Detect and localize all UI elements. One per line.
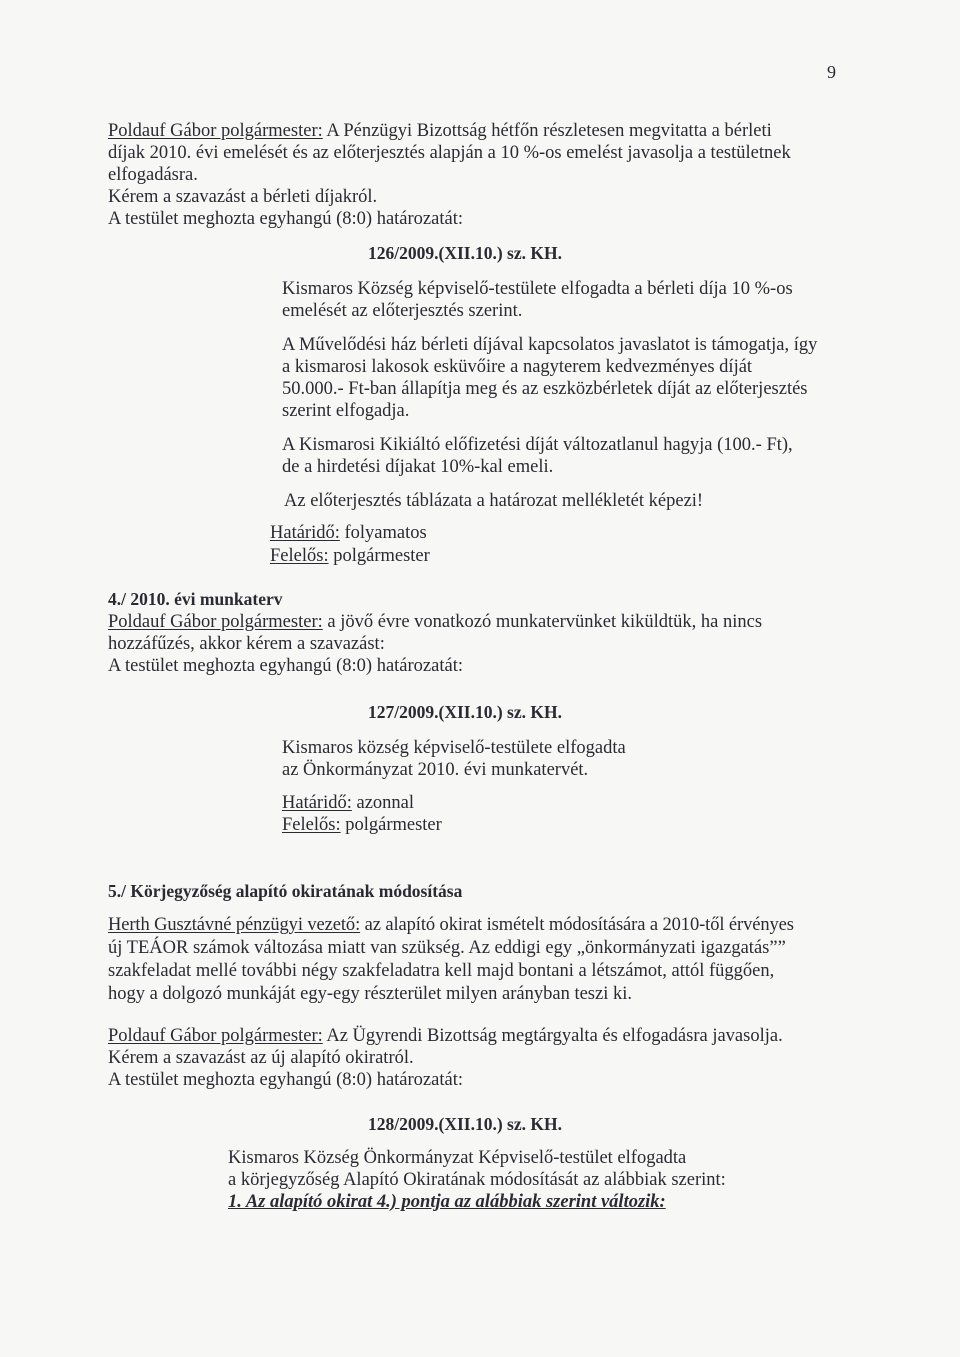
section-line: hogy a dolgozó munkáját egy-egy részterület milyen arányban teszi ki. <box>108 984 632 1004</box>
vote-request: Kérem a szavazást az új alapító okiratról. <box>108 1048 414 1068</box>
speaker-name: Herth Gusztávné pénzügyi vezető: <box>108 915 361 935</box>
resolution-text-line: emelését az előterjesztés szerint. <box>282 301 523 321</box>
deadline: Határidő: folyamatos <box>270 523 427 543</box>
vote-result: A testület meghozta egyhangú (8:0) határozatát: <box>108 656 463 676</box>
resolution-text-line: Az előterjesztés táblázata a határozat mellékletét képezi! <box>284 491 704 511</box>
vote-result: A testület meghozta egyhangú (8:0) határozatát: <box>108 209 463 229</box>
resolution-number: 126/2009.(XII.10.) sz. KH. <box>368 243 562 263</box>
speaker-name: Poldauf Gábor polgármester: <box>108 612 323 632</box>
speaker-name: Poldauf Gábor polgármester: <box>108 121 323 141</box>
section-line: szakfeladat mellé további négy szakfeladatra kell majd bontani a létszámot, attól függően, <box>108 961 775 981</box>
responsible: Felelős: polgármester <box>282 815 442 835</box>
responsible: Felelős: polgármester <box>270 546 430 566</box>
section-heading: 5./ Körjegyzőség alapító okiratának módosítása <box>108 881 463 901</box>
intro-line-1: Poldauf Gábor polgármester: A Pénzügyi Bizottság hétfőn részletesen megvitatta a bérleti <box>108 121 772 141</box>
vote-request: Kérem a szavazást a bérleti díjakról. <box>108 187 378 207</box>
section-line: Poldauf Gábor polgármester: Az Ügyrendi Bizottság megtárgyalta és elfogadásra javasolja. <box>108 1026 783 1046</box>
resolution-text-line: a körjegyzőség Alapító Okiratának módosítását az alábbiak szerint: <box>228 1170 726 1190</box>
speaker-name: Poldauf Gábor polgármester: <box>108 1026 323 1046</box>
amendment-heading: 1. Az alapító okirat 4.) pontja az alábbiak szerint változik: <box>228 1192 666 1212</box>
deadline: Határidő: azonnal <box>282 793 415 813</box>
section-line-2: hozzáfűzés, akkor kérem a szavazást: <box>108 634 385 654</box>
vote-result: A testület meghozta egyhangú (8:0) határozatát: <box>108 1070 463 1090</box>
resolution-text-line: 50.000.- Ft-ban állapítja meg és az eszközbérletek díját az előterjesztés <box>282 379 808 399</box>
resolution-text-line: az Önkormányzat 2010. évi munkatervét. <box>282 760 589 780</box>
resolution-text-line: Kismaros Község Önkormányzat Képviselő-testület elfogadta <box>228 1148 687 1168</box>
section-line: új TEÁOR számok változása miatt van szükség. Az eddigi egy „önkormányzati igazgatás”” <box>108 938 786 958</box>
intro-line-2: díjak 2010. évi emelését és az előterjesztés alapján a 10 %-os emelést javasolja a testületnek <box>108 143 791 163</box>
intro-line-3: elfogadásra. <box>108 165 198 185</box>
resolution-text-line: Kismaros község képviselő-testülete elfogadta <box>282 738 626 758</box>
resolution-text-line: de a hirdetési díjakat 10%-kal emeli. <box>282 457 554 477</box>
section-line-1: Poldauf Gábor polgármester: a jövő évre vonatkozó munkatervünket kiküldtük, ha nincs <box>108 612 763 632</box>
section-line: Herth Gusztávné pénzügyi vezető: az alapító okirat ismételt módosítására a 2010-től érvényes <box>108 915 794 935</box>
resolution-text-line: Kismaros Község képviselő-testülete elfogadta a bérleti díja 10 %-os <box>282 279 793 299</box>
resolution-number: 127/2009.(XII.10.) sz. KH. <box>368 702 562 722</box>
resolution-text-line: a kismarosi lakosok esküvőire a nagyterem kedvezményes díját <box>282 357 753 377</box>
resolution-text-line: A Kismarosi Kikiáltó előfizetési díját változatlanul hagyja (100.- Ft), <box>282 435 793 455</box>
resolution-text-line: szerint elfogadja. <box>282 401 410 421</box>
page-number: 9 <box>827 62 836 82</box>
resolution-text-line: A Művelődési ház bérleti díjával kapcsolatos javaslatot is támogatja, így <box>282 335 818 355</box>
section-heading: 4./ 2010. évi munkaterv <box>108 589 283 609</box>
resolution-number: 128/2009.(XII.10.) sz. KH. <box>368 1114 562 1134</box>
